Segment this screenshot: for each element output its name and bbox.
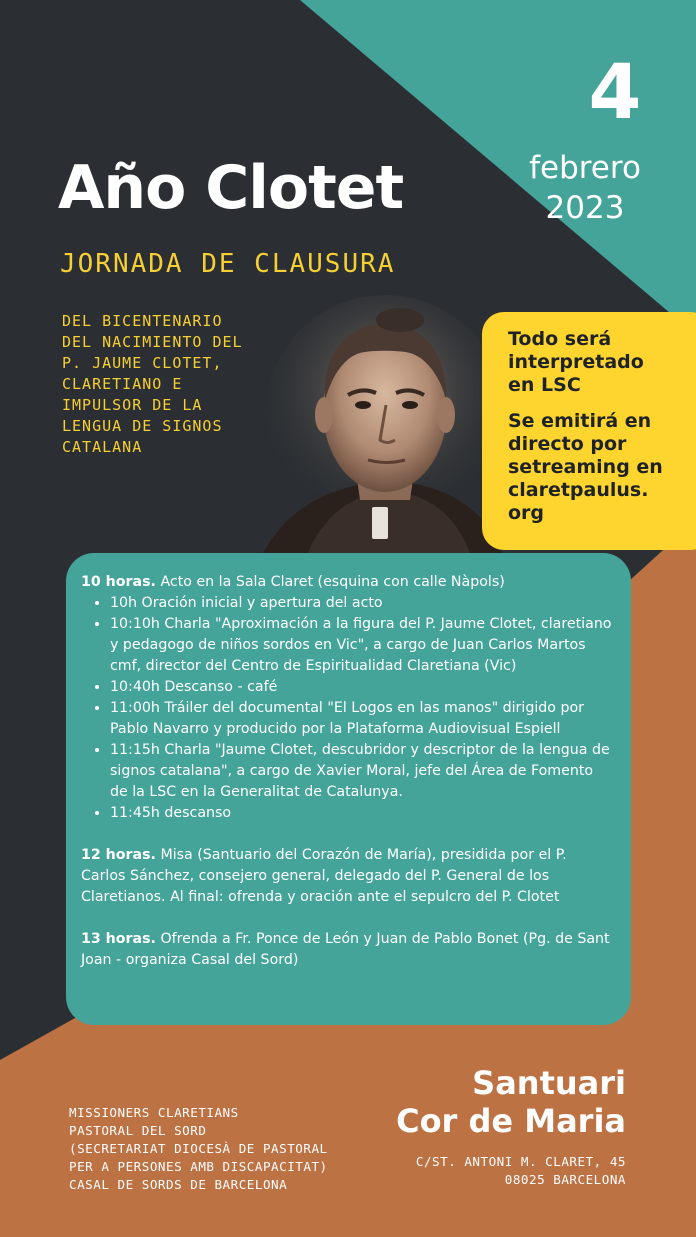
program-block-10h xyxy=(81,572,615,593)
intro-line: DEL NACIMIENTO DEL xyxy=(62,333,243,351)
date-year: 2023 xyxy=(545,190,625,226)
intro-line: DEL BICENTENARIO xyxy=(62,312,223,330)
date-day: 4 xyxy=(588,47,642,136)
notice-line: interpretado xyxy=(508,351,644,373)
intro-line: IMPULSOR DE LA xyxy=(62,396,203,414)
portrait-jaume-clotet xyxy=(250,295,510,560)
program-time: 12 horas. xyxy=(81,847,156,863)
notice-line: directo por xyxy=(508,433,627,455)
venue-line: Cor de Maria xyxy=(396,1102,626,1140)
program-time: 10 horas. xyxy=(81,574,156,590)
organizer-line: PER A PERSONES AMB DISCAPACITAT) xyxy=(69,1159,328,1174)
notice-line: Se emitirá en xyxy=(508,410,652,432)
poster-title: Año Clotet xyxy=(58,153,404,223)
intro-line: P. JAUME CLOTET, xyxy=(62,354,223,372)
program-item: • 11:45h descanso xyxy=(110,803,615,824)
program-item: • 11:15h Charla "Jaume Clotet, descubridor y descriptor de la lengua de signos catalana", a cargo de Xavier Moral, jefe del Área de Fomento de la LSC en la Generalitat de Catalunya. xyxy=(110,740,615,803)
program-block-12h xyxy=(81,845,615,908)
program-item: • 10h Oración inicial y apertura del acto xyxy=(110,593,615,614)
notice-link[interactable]: claretpaulus. xyxy=(508,479,649,501)
program-box xyxy=(66,553,631,1025)
program-item: • 10:10h Charla "Aproximación a la figura del P. Jaume Clotet, claretiano y pedagogo de niños sordos en Vic", a cargo de Juan Carlos Martos cmf, director del Centro de Espiritualidad Claretiana (Vic) xyxy=(110,614,615,677)
venue-name xyxy=(396,1064,626,1140)
organizer-line: CASAL DE SORDS DE BARCELONA xyxy=(69,1177,288,1192)
intro-line: LENGUA DE SIGNOS xyxy=(62,417,223,435)
program-time: 13 horas. xyxy=(81,931,156,947)
streaming-notice-box xyxy=(482,312,696,550)
address-line: 08025 BARCELONA xyxy=(504,1172,626,1187)
interpretation-notice xyxy=(508,328,696,397)
program-item: • 11:00h Tráiler del documental "El Logos en las manos" dirigido por Pablo Navarro y producido por la Plataforma Audiovisual Espiell xyxy=(110,698,615,740)
notice-line: setreaming en xyxy=(508,456,663,478)
organizer-line: PASTORAL DEL SORD xyxy=(69,1123,207,1138)
date-month: febrero xyxy=(529,150,641,186)
organizer-line: MISSIONERS CLARETIANS xyxy=(69,1105,239,1120)
program-description: Ofrenda a Fr. Ponce de León y Juan de Pablo Bonet (Pg. de Sant Joan - organiza Casal del Sord) xyxy=(81,931,610,968)
organizers xyxy=(69,1104,328,1194)
program-block-13h xyxy=(81,929,615,971)
address-line: C/ST. ANTONI M. CLARET, 45 xyxy=(415,1154,626,1169)
poster-subtitle: JORNADA DE CLAUSURA xyxy=(60,249,396,279)
notice-line: en LSC xyxy=(508,374,581,396)
venue-line: Santuari xyxy=(472,1064,626,1102)
venue-address xyxy=(416,1153,626,1189)
notice-line: Todo será xyxy=(508,328,612,350)
intro-line: CATALANA xyxy=(62,438,143,456)
notice-link[interactable]: org xyxy=(508,502,545,524)
program-list xyxy=(81,593,615,824)
program-item: • 10:40h Descanso - café xyxy=(110,677,615,698)
organizer-line: (SECRETARIAT DIOCESÀ DE PASTORAL xyxy=(69,1141,328,1156)
streaming-notice xyxy=(508,410,696,525)
program-description: Acto en la Sala Claret (esquina con calle Nàpols) xyxy=(155,574,505,590)
program-description: Misa (Santuario del Corazón de María), presidida por el P. Carlos Sánchez, consejero general, delegado del P. General de los Claretianos. Al final: ofrenda y oración ante el sepulcro del P. Clotet xyxy=(81,847,567,905)
intro-line: CLARETIANO E xyxy=(62,375,183,393)
